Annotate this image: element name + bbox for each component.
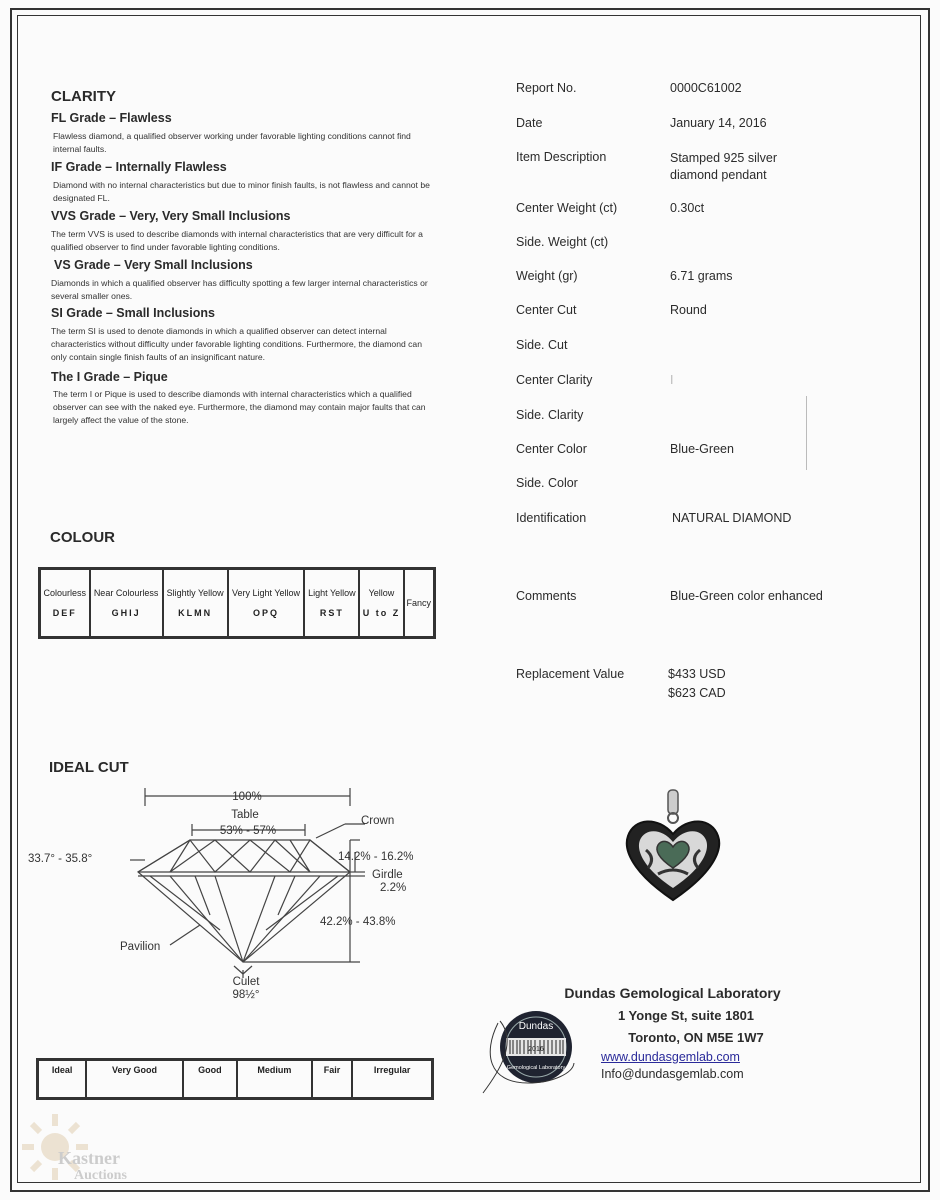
- cut-grade-very-good: Very Good: [86, 1060, 183, 1098]
- report-no-value: 0000C61002: [670, 81, 742, 95]
- lab-address-line2: Toronto, ON M5E 1W7: [628, 1030, 764, 1045]
- colour-codes: U to Z: [362, 608, 401, 618]
- grade-vs-description: Diamonds in which a qualified observer has difficulty spotting a few larger internal characteristics or several smaller ones.: [51, 278, 428, 301]
- grade-si-title: SI Grade – Small Inclusions: [51, 306, 215, 320]
- crown-height-label: 14.2% - 16.2%: [338, 851, 414, 863]
- colour-cell-very-light-yellow: Very Light Yellow OPQ: [228, 569, 305, 637]
- center-weight-label: Center Weight (ct): [516, 201, 618, 215]
- cut-grade-good: Good: [183, 1060, 237, 1098]
- lab-name: Dundas Gemological Laboratory: [564, 985, 781, 1001]
- report-no-label: Report No.: [516, 81, 577, 95]
- lab-email: Info@dundasgemlab.com: [601, 1067, 744, 1081]
- identification-label: Identification: [516, 511, 587, 525]
- colour-codes: GHIJ: [111, 608, 141, 618]
- colour-codes: DEF: [52, 608, 77, 618]
- colour-codes: KLMN: [178, 608, 213, 618]
- center-clarity-value: I: [670, 373, 674, 387]
- replacement-value-label: Replacement Value: [516, 667, 625, 681]
- item-description-value: Stamped 925 silver diamond pendant: [670, 151, 778, 182]
- seal-bottom-text: Gemological Laboratory: [506, 1065, 566, 1071]
- comments-label: Comments: [516, 589, 577, 603]
- width-label: 100%: [232, 791, 262, 803]
- colour-cell-slightly-yellow: Slightly Yellow KLMN: [163, 569, 228, 637]
- center-color-label: Center Color: [516, 442, 587, 456]
- cut-grade-table: [36, 1058, 434, 1100]
- center-weight-value: 0.30ct: [670, 201, 705, 215]
- watermark-line1: Kastner: [58, 1148, 120, 1168]
- cut-grade-fair: Fair: [312, 1060, 352, 1098]
- cut-grade-irregular: Irregular: [352, 1060, 432, 1098]
- identification-value: NATURAL DIAMOND: [672, 511, 792, 525]
- lab-website-link[interactable]: www.dundasgemlab.com: [601, 1050, 740, 1064]
- cut-grade-ideal: Ideal: [38, 1060, 86, 1098]
- colour-cell-light-yellow: Light Yellow RST: [304, 569, 359, 637]
- lab-address: [586, 1008, 786, 1023]
- scan-line: [806, 396, 807, 470]
- lab-address-2: [596, 1030, 796, 1045]
- grade-if-description: Diamond with no internal characteristics but due to minor finish faults, is not flawless and cannot be designated FL.: [53, 180, 430, 203]
- grade-si-description: The term SI is used to denote diamonds in which a qualified observer can detect internal characteristics without difficulty under favorable lighting conditions. Furthermore, the diamond can only contain single finish faults of an insignificant nature.: [51, 326, 422, 362]
- grade-vvs-description: The term VVS is used to describe diamonds with internal characteristics that are very difficult for a qualified observer to find under favorable lighting conditions.: [51, 229, 423, 252]
- side-weight-label: Side. Weight (ct): [516, 235, 609, 249]
- center-cut-label: Center Cut: [516, 303, 577, 317]
- colour-codes: RST: [319, 608, 344, 618]
- grade-vvs-title: VVS Grade – Very, Very Small Inclusions: [51, 209, 291, 223]
- weight-value: 6.71 grams: [670, 269, 733, 283]
- lab-contact: [601, 1050, 744, 1081]
- auction-watermark: [14, 1108, 144, 1190]
- center-clarity-label: Center Clarity: [516, 373, 593, 387]
- colour-cell-fancy: Fancy: [404, 569, 434, 637]
- pavilion-depth-label: 42.2% - 43.8%: [320, 916, 396, 928]
- crown-pointer: [316, 824, 345, 838]
- girdle-label: Girdle: [372, 869, 403, 881]
- side-cut-label: Side. Cut: [516, 338, 568, 352]
- grade-if-title: IF Grade – Internally Flawless: [51, 160, 227, 174]
- lab-seal: [478, 1003, 582, 1107]
- seal-year-text: 2016: [528, 1046, 544, 1053]
- cut-grade-medium: Medium: [237, 1060, 312, 1098]
- pavilion-label: Pavilion: [120, 941, 161, 953]
- ideal-cut-title: IDEAL CUT: [49, 759, 129, 776]
- clarity-title: CLARITY: [51, 88, 116, 105]
- side-color-label: Side. Color: [516, 476, 578, 490]
- culet-label: Culet: [232, 976, 260, 988]
- diamond-cut-diagram: [20, 780, 440, 1010]
- seal-top-text: Dundas: [518, 1021, 554, 1032]
- replacement-usd-value: $433 USD: [668, 667, 726, 681]
- table-range-label: 53% - 57%: [219, 825, 277, 837]
- side-clarity-label: Side. Clarity: [516, 408, 584, 422]
- replacement-cad-value: $623 CAD: [668, 686, 726, 700]
- grade-vs-title: VS Grade – Very Small Inclusions: [54, 258, 253, 272]
- crown-label: Crown: [361, 815, 395, 827]
- comments-value: Blue-Green color enhanced: [670, 589, 823, 603]
- lab-address-line1: 1 Yonge St, suite 1801: [617, 1008, 755, 1023]
- item-description-label: Item Description: [516, 150, 607, 164]
- grade-i-title: The I Grade – Pique: [51, 370, 168, 384]
- watermark-line2: Auctions: [74, 1168, 127, 1183]
- date-label: Date: [516, 116, 543, 130]
- date-value: January 14, 2016: [670, 116, 767, 130]
- girdle-value-label: 2.2%: [380, 882, 407, 894]
- colour-cell-colourless: Colourless DEF: [40, 569, 90, 637]
- table-label: Table: [231, 809, 259, 821]
- culet-value-label: 98½°: [232, 989, 260, 1001]
- pavilion-pointer: [170, 925, 200, 945]
- grade-fl-title: FL Grade – Flawless: [51, 111, 172, 125]
- colour-cell-yellow: Yellow U to Z: [359, 569, 403, 637]
- colour-cell-near-colourless: Near Colourless GHIJ: [90, 569, 163, 637]
- diamond-outline: [138, 840, 350, 962]
- center-cut-value: Round: [670, 303, 707, 317]
- heart-pendant-image: [618, 788, 728, 913]
- colour-codes: OPQ: [253, 608, 280, 618]
- colour-title: COLOUR: [50, 529, 115, 546]
- grade-fl-description: Flawless diamond, a qualified observer working under favorable lighting conditions cannot find internal faults.: [53, 131, 411, 154]
- crown-angle-label: 33.7° - 35.8°: [28, 853, 93, 865]
- colour-scale-table: [38, 567, 436, 639]
- weight-label: Weight (gr): [516, 269, 578, 283]
- grade-i-description: The term I or Pique is used to describe diamonds with internal characteristics which a qualified observer can see with the naked eye. Furthermore, the diamond may contain major faults that can largely affect the value of the stone.: [53, 389, 426, 425]
- center-color-value: Blue-Green: [670, 442, 734, 456]
- lab-info: [540, 985, 805, 1001]
